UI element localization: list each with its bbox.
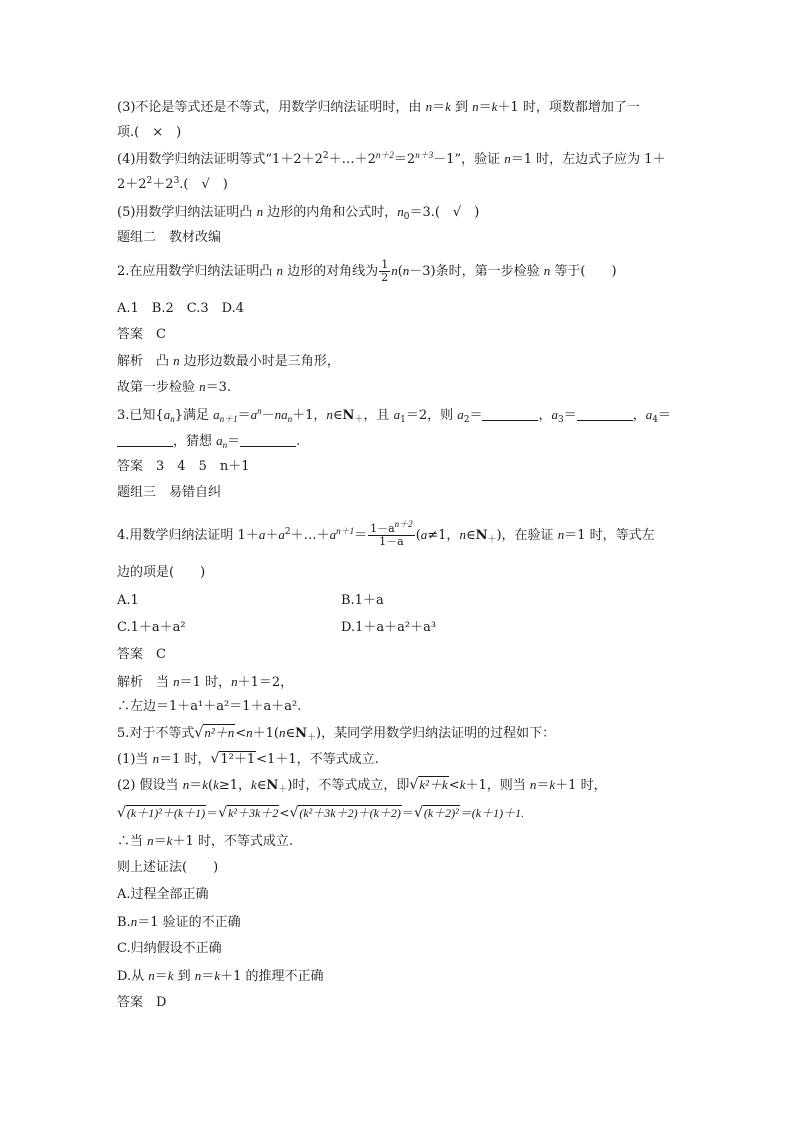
group2-heading: 题组二 教材改编: [117, 230, 222, 245]
q2-analysis: 解析 凸 n 边形边数最小时是三角形，: [117, 353, 340, 369]
q4-analysis: 解析 当 n＝1 时，n＋1＝2，: [117, 674, 294, 690]
q4-option-a: A.1: [117, 593, 139, 608]
q2-answer: 答案 C: [117, 327, 166, 342]
q3-stem-2: ，猜想 $a_n=$ .: [117, 433, 300, 450]
q5-option-a: A.过程全部正确: [117, 887, 209, 902]
item3-line1: (3)不论是等式还是不等式，用数学归纳法证明时，由 n＝k 到 n＝k＋1 时，项数都增加了一: [117, 99, 640, 115]
q4-option-c: C.1＋a＋a²: [117, 620, 186, 635]
q5-option-d: D.从 n＝k 到 n＝k＋1 的推理不正确: [117, 968, 324, 984]
q3-stem: 3.已知$\{a_n\}$满足 $a_{n+1}=a^n-na_n+1$，$n\in N_+$，且 $a_1=2$，则 $a_2=$ ，$a_3=$ ，$a_4=$: [117, 406, 672, 425]
q5-equation: √(k＋1)²＋(k＋1)＝√k²＋3k＋2<√(k²＋3k＋2)＋(k＋2)＝√(k＋2)²＝(k＋1)＋1.: [117, 805, 525, 821]
q5-option-b: B.n＝1 验证的不正确: [117, 914, 241, 930]
group3-heading: 题组三 易错自纠: [117, 485, 222, 500]
q4-option-b: B.1＋a: [341, 593, 384, 608]
q4-stem-2: 边的项是( ): [117, 565, 206, 580]
q5-conclusion: ∴当 n＝k＋1 时，不等式成立.: [117, 833, 293, 849]
q5-ask: 则上述证法( ): [117, 860, 219, 875]
q3-blank-an[interactable]: [240, 434, 296, 447]
q2-stem: 2.在应用数学归纳法证明凸 n 边形的对角线为 $\frac{1}{2}$ n(n－3)条时，第一步检验 n 等于( ): [117, 258, 617, 284]
q5-stem: 5.对于不等式$√n^2+n<n+1(n\in N_+)$，某同学用数学归纳法证明的过程如下：: [117, 725, 556, 743]
q3-blank-a2[interactable]: [482, 408, 538, 421]
q2-fraction: $\frac{1}{2}$: [381, 258, 389, 284]
q4-stem: 4.用数学归纳法证明 $1+a+a^2+\dots+a^{n+1}=$ $\frac{1-a^{n+2}}{1-a}$ (a≠1，$n\in N_+$)，在验证 n＝1 时，等式左: [117, 519, 655, 548]
q3-answer: 答案 3 4 5 n＋1: [117, 459, 250, 474]
item4-line1: (4)用数学归纳法证明等式“$1+2+2^2+\dots+2^{n+2}=2^{n+3}-1$”，验证 n＝1 时，左边式子应为 1＋: [117, 150, 666, 167]
q3-blank-a3[interactable]: [577, 408, 633, 421]
q4-option-d: D.1＋a＋a²＋a³: [341, 620, 437, 635]
item4-line2: $2+2^2+2^3$.( √ ): [117, 176, 228, 192]
q5-answer: 答案 D: [117, 995, 167, 1010]
item3-line2: 项.( × ): [117, 125, 182, 140]
q3-blank-a4[interactable]: [117, 434, 173, 447]
q4-analysis-2: ∴左边＝1＋a¹＋a²＝1＋a＋a².: [117, 699, 302, 714]
q5-step1: (1)当 n＝1 时，√1²＋1<1＋1，不等式成立.: [117, 751, 379, 767]
item5: (5)用数学归纳法证明凸 n 边形的内角和公式时，$n_0=3$.( √ ): [117, 204, 480, 222]
q4-answer: 答案 C: [117, 647, 166, 662]
q2-options: A.1 B.2 C.3 D.4: [117, 301, 244, 316]
q5-option-c: C.归纳假设不正确: [117, 941, 222, 956]
q5-step2: (2) 假设当 n＝k(k≥1，$k\in N_+$)时，不等式成立，即√k²＋k<k＋1，则当 n＝k＋1 时，: [117, 777, 607, 795]
q2-analysis-2: 故第一步检验 n＝3.: [117, 379, 232, 395]
q4-fraction: $\frac{1-a^{n+2}}{1-a}$: [370, 519, 413, 548]
